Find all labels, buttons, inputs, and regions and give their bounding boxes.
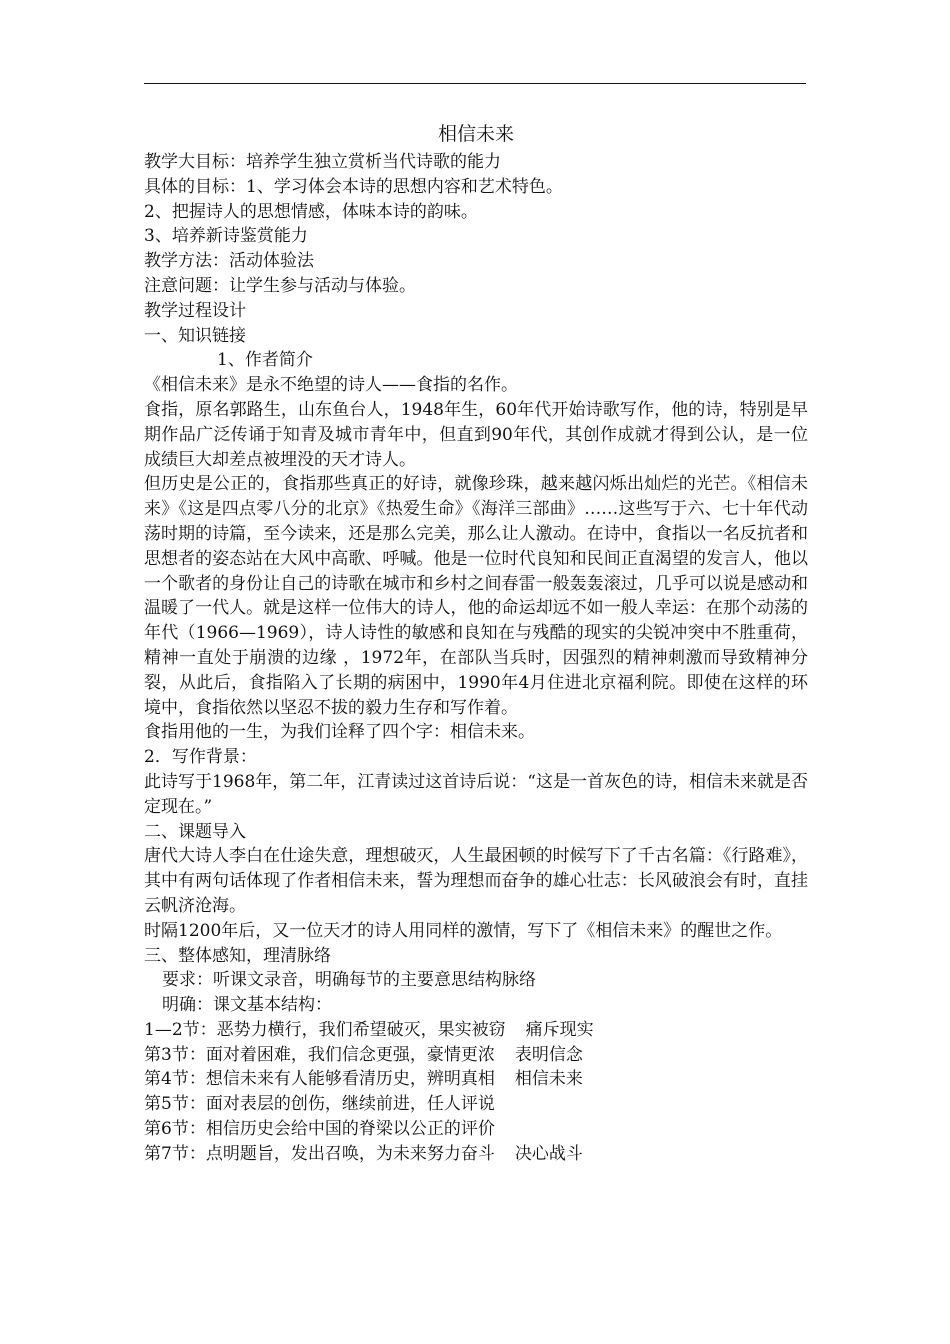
structure-row: [144, 1067, 808, 1092]
structure-row: [144, 1043, 808, 1068]
section-3-heading: 三、整体感知，理清脉络: [144, 945, 331, 966]
requirement-line: 要求：听课文录音，明确每节的主要意思结构脉络: [162, 970, 536, 991]
clarify-line: 明确：课文基本结构：: [162, 995, 332, 1016]
section-2-heading: 二、课题导入: [144, 821, 246, 842]
document-title: 相信未来: [437, 123, 514, 145]
structure-row: [144, 1117, 808, 1142]
structure-tag: 痛斥现实: [525, 1019, 594, 1040]
intro-paragraph-1: 《相信未来》是永不绝望的诗人——食指的名作。: [144, 375, 518, 396]
lead-paragraph-2: 时隔1200年后，又一位天才的诗人用同样的激情，写下了《相信未来》的醒世之作。: [144, 920, 783, 941]
goal-big: 教学大目标：培养学生独立赏析当代诗歌的能力: [144, 152, 501, 172]
background-heading: 2．写作背景：: [144, 747, 257, 768]
section-1-heading: 一、知识链接: [144, 325, 246, 346]
structure-section: 第7节：点明题旨，发出召唤，为未来努力奋斗: [144, 1143, 495, 1164]
structure-row: [144, 1092, 808, 1117]
structure-section: 第4节：想信未来有人能够看清历史，辨明真相: [144, 1069, 495, 1090]
intro-paragraph-2: 食指，原名郭路生，山东鱼台人，1948年生，60年代开始诗歌写作，他的诗，特别是早期作品广泛传诵于知青及城市青年中，但直到90年代，其创作成就才得到公认，是一位成绩巨大却差点被埋没的天才诗人。: [144, 399, 808, 470]
background-paragraph: 此诗写于1968年，第二年，江青读过这首诗后说：“这是一首灰色的诗，相信未来就是否定现在。”: [144, 771, 808, 817]
lead-paragraph-1: 唐代大诗人李白在仕途失意，理想破灭，人生最困顿的时候写下了千古名篇：《行路难》，其中有两句话体现了作者相信未来，誓为理想而奋争的雄心壮志：长风破浪会有时，直挂云帆济沧海。: [144, 846, 808, 916]
structure-row: [144, 1018, 808, 1043]
structure-section: 第5节：面对表层的创伤，继续前进，任人评说: [144, 1094, 495, 1115]
structure-section: 1—2节：恶势力横行，我们希望破灭，果实被窃: [144, 1019, 506, 1040]
document-body: [144, 120, 808, 1167]
structure-list: [144, 1018, 808, 1167]
intro-paragraph-3: 但历史是公正的，食指那些真正的好诗，就像珍珠，越来越闪烁出灿烂的光芒。《相信未来》《这是四点零八分的北京》《热爱生命》《海洋三部曲》……这些写于六、七十年代动荡时期的诗篇，至今读来，还是那么完美，那么让人激动。在诗中，食指以一名反抗者和思想者的姿态站在大风中高歌、呼喊。他是一位时代良知和民间正直渴望的发言人，他以一个歌者的身份让自己的诗歌在城市和乡村之间春雷一般轰轰滚过，几乎可以说是感动和温暖了一代人。就是这样一位伟大的诗人，他的命运却远不如一般人幸运：在那个动荡的年代（1966—1969），诗人诗性的敏感和良知在与残酷的现实的尖锐冲突中不胜重荷，精神一直处于崩溃的边缘 ，1972年，在部队当兵时，因强烈的精神刺激而导致精神分裂，从此后，食指陷入了长期的病困中，1990年4月住进北京福利院。即使在这样的环境中，食指依然以坚忍不拔的毅力生存和写作着。: [144, 474, 808, 718]
goal-specific: 具体的目标：1、学习体会本诗的思想内容和艺术特色。: [144, 176, 563, 197]
structure-section: 第6节：相信历史会给中国的脊梁以公正的评价: [144, 1119, 495, 1140]
intro-paragraph-4: 食指用他的一生，为我们诠释了四个字：相信未来。: [144, 722, 535, 743]
goal-2: 2、把握诗人的思想情感，体味本诗的韵味。: [144, 201, 478, 222]
structure-tag: 决心战斗: [514, 1143, 583, 1164]
author-intro-heading: 1、作者简介: [217, 350, 313, 371]
attention-note: 注意问题：让学生参与活动与体验。: [144, 275, 416, 296]
process-heading: 教学过程设计: [144, 300, 246, 321]
header-rule: [144, 83, 806, 84]
structure-row: [144, 1142, 808, 1167]
goal-3: 3、培养新诗鉴赏能力: [144, 226, 308, 247]
structure-tag: 表明信念: [514, 1044, 583, 1065]
structure-section: 第3节：面对着困难，我们信念更强，豪情更浓: [144, 1044, 495, 1065]
structure-tag: 相信未来: [514, 1069, 583, 1090]
teaching-method: 教学方法：活动体验法: [144, 251, 314, 272]
